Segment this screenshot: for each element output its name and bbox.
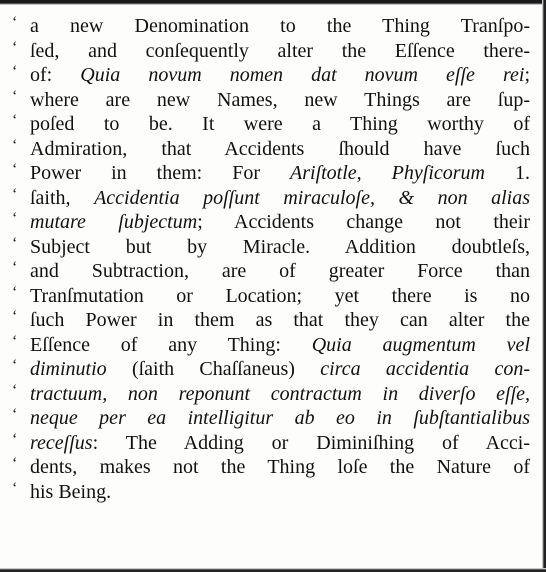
text-line bbox=[12, 480, 532, 505]
text-segment: a new Denomination to the Thing Tranſpo- bbox=[30, 15, 530, 37]
text-segment: Subject but by Miracle. Addition doubtleſs, bbox=[30, 235, 530, 258]
text-segment: ; bbox=[524, 64, 531, 86]
text-line bbox=[12, 63, 532, 88]
text-segment: ſaith, bbox=[30, 186, 95, 209]
quotation-mark: ‘ bbox=[12, 87, 18, 105]
text-line bbox=[12, 357, 532, 382]
quotation-mark: ‘ bbox=[12, 406, 18, 423]
text-segment: poſed to be. It were a Thing worthy of bbox=[30, 113, 530, 135]
quotation-mark: ‘ bbox=[12, 479, 18, 497]
text-line bbox=[12, 333, 532, 358]
text-line bbox=[12, 14, 532, 39]
quotation-mark: ‘ bbox=[12, 381, 18, 399]
quotation-mark: ‘ bbox=[12, 357, 18, 374]
italic-text-segment: Accidentia poſſunt miraculoſe, & non alias bbox=[94, 186, 530, 209]
text-segment: Admiration, that Accidents ſhould have ſuch bbox=[30, 137, 530, 160]
quotation-mark: ‘ bbox=[12, 430, 18, 448]
italic-text-segment: Ariſtotle, Phyſicorum bbox=[290, 162, 485, 184]
text-segment: 1. bbox=[485, 162, 531, 184]
quotation-mark: ‘ bbox=[12, 210, 18, 227]
quotation-mark: ‘ bbox=[12, 185, 18, 203]
text-line bbox=[12, 259, 532, 284]
italic-text-segment: neque per ea intelligitur ab eo in ſubſtantialibus bbox=[30, 407, 530, 429]
italic-text-segment: receſſus bbox=[30, 431, 93, 454]
italic-text-segment: Quia augmentum vel bbox=[311, 333, 530, 356]
text-line bbox=[12, 235, 532, 260]
quotation-mark: ‘ bbox=[12, 283, 18, 301]
text-segment: where are new Names, new Things are ſup- bbox=[30, 88, 530, 111]
quotation-mark: ‘ bbox=[12, 14, 18, 31]
text-segment: dents, makes not the Thing loſe the Nature of bbox=[30, 456, 530, 478]
text-segment: Tranſmutation or Location; yet there is no bbox=[30, 284, 530, 307]
italic-text-segment: mutare ſubjectum bbox=[30, 211, 198, 233]
text-line bbox=[12, 406, 532, 431]
text-line bbox=[12, 455, 532, 480]
text-line bbox=[12, 186, 532, 211]
quotation-mark: ‘ bbox=[12, 455, 18, 472]
text-segment: ſed, and conſequently alter the Eſſence there- bbox=[30, 39, 530, 62]
quotation-mark: ‘ bbox=[12, 112, 18, 129]
text-line bbox=[12, 161, 532, 186]
italic-text-segment: tractuum, non reponunt contractum in diverſo eſſe, bbox=[30, 382, 530, 405]
text-line bbox=[12, 431, 532, 456]
italic-text-segment: circa accidentia con- bbox=[320, 358, 530, 380]
text-segment: and Subtraction, are of greater Force than bbox=[30, 260, 530, 282]
quotation-mark: ‘ bbox=[12, 38, 18, 56]
text-segment: of: bbox=[30, 64, 81, 86]
quoted-paragraph bbox=[12, 14, 532, 504]
quotation-mark: ‘ bbox=[12, 259, 18, 276]
text-line bbox=[12, 88, 532, 113]
top-border-rule bbox=[0, 0, 546, 5]
quotation-mark: ‘ bbox=[12, 136, 18, 154]
text-line bbox=[12, 39, 532, 64]
quotation-mark: ‘ bbox=[12, 63, 18, 80]
text-line bbox=[12, 210, 532, 235]
text-segment: : The Adding or Diminiſhing of Acci- bbox=[92, 431, 530, 454]
italic-text-segment: diminutio bbox=[30, 358, 107, 380]
quotation-mark: ‘ bbox=[12, 161, 18, 178]
quotation-mark: ‘ bbox=[12, 234, 18, 252]
bottom-border-rule bbox=[0, 568, 546, 572]
text-line bbox=[12, 112, 532, 137]
italic-text-segment: Quia novum nomen dat novum eſſe rei bbox=[80, 64, 525, 86]
text-segment: Eſſence of any Thing: bbox=[30, 333, 312, 356]
text-segment: ſuch Power in them as that they can alter the bbox=[30, 309, 530, 331]
text-segment: Power in them: For bbox=[30, 162, 291, 184]
text-line bbox=[12, 308, 532, 333]
text-line bbox=[12, 284, 532, 309]
quotation-mark: ‘ bbox=[12, 308, 18, 325]
text-line bbox=[12, 382, 532, 407]
text-line bbox=[12, 137, 532, 162]
quotation-mark: ‘ bbox=[12, 332, 18, 350]
text-segment: his Being. bbox=[30, 480, 112, 503]
text-segment: (ſaith Chaſſaneus) bbox=[106, 358, 321, 380]
text-segment: ; Accidents change not their bbox=[197, 211, 530, 233]
right-border-rule bbox=[542, 0, 546, 572]
